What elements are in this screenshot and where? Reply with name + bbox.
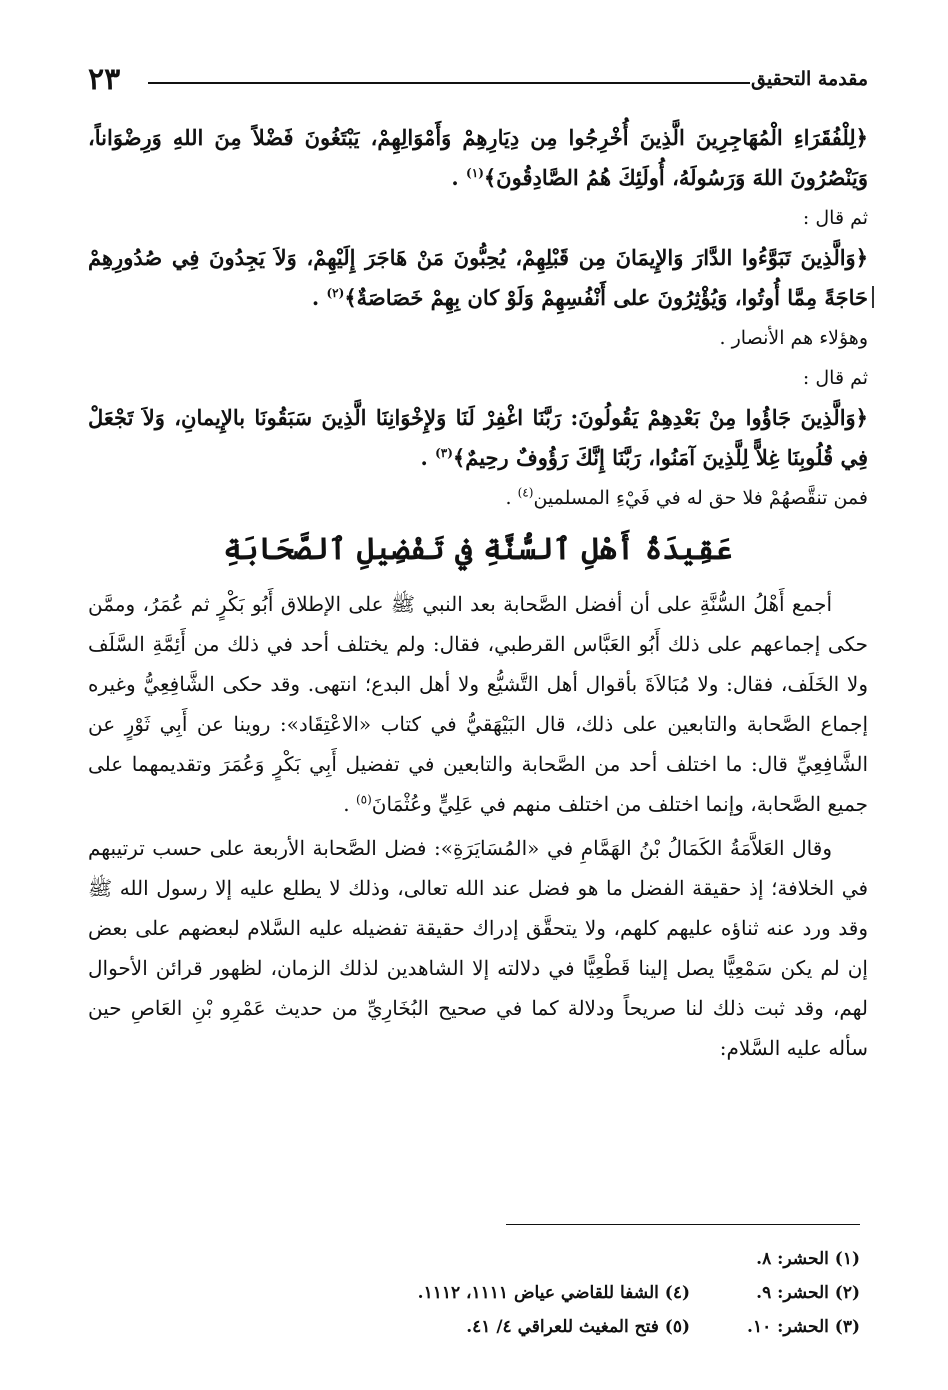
footnote-1: (١) الحشر: ٨. xyxy=(756,1249,860,1269)
fay-text: فمن تنقَّصهُمْ فلا حق له في فَيْءِ المسلمين xyxy=(533,487,868,509)
then-said-1: ثم قال : xyxy=(802,207,868,229)
footnote-row-3 xyxy=(170,1310,860,1344)
footnote-row-2 xyxy=(170,1276,860,1310)
then-said-2: ثم قال : xyxy=(802,367,868,389)
verse-2: ﴿وَالَّذِينَ تَبَوَّءُوا الدَّارَ وَالإِيمَانَ مِن قَبْلِهِمْ، يُحِبُّونَ مَنْ هَاجَرَ إِلَيْهِمْ، وَلاَ يَجِدُونَ فِي صُدُورِهِمْ حَاجَةً مِمَّا أُوتُوا، وَيُؤْثِرُونَ على أَنْفُسِهِمْ وَلَوْ كان بِهِمْ خَصَاصَةٌ﴾$^{(٢)}$ . xyxy=(88,245,868,310)
footnote-4: (٤) الشفا للقاضي عياض ١١١١، ١١١٢. xyxy=(417,1283,690,1303)
verse-3-ref: (٣) xyxy=(435,446,453,460)
margin-mark xyxy=(872,286,874,308)
section-heading: عَقِيدَةُ أَهْلِ ٱلسُّنَّةِ في تَفْضِيلِ ٱلصَّحَابَةِ xyxy=(223,532,733,567)
paragraph-1: أجمع أَهْلُ السُّنَّةِ على أن أفضل الصَّحابة بعد النبي ﷺ على الإطلاق أَبُو بَكْرٍ ثم عُمَرُ، وممَّن حكى إجماعهم على ذلك أَبُو العَبَّاس القرطبي، فقال: ولم يختلف أحد في ذلك من أَئِمَّةِ السَّلَف ولا الخَلَف، فقال: ولا مُبَالاَةَ بأقوال أهل التَّشيُّع ولا أهل البدع؛ انتهى. وقد حكى الشَّافِعِيُّ وغيره إجماع الصَّحابة والتابعين على ذلك، قال البَيْهَقيُّ في كتاب «الاعْتِقَاد»: روينا عن أَبِي ثَوْرٍ عن الشَّافِعِيِّ قال: ما اختلف أحد من الصَّحابة والتابعين في تفضيل أَبِي بَكْرٍ وَعُمَرَ وتقديمهما على جميع الصَّحابة، وإنما اختلف من اختلف منهم في عَلِيٍّ وعُثْمَانَ$^{(٥)}$ . xyxy=(88,592,868,816)
running-title: مقدمة التحقيق xyxy=(751,68,868,90)
footnote-2: (٢) الحشر: ٩. xyxy=(756,1283,860,1303)
page-body xyxy=(88,118,868,1068)
verse-2-ref: (٢) xyxy=(326,286,345,300)
verse-1: ﴿لِلْفُقَرَاءِ الْمُهَاجِرِينَ الَّذِينَ أُخْرِجُوا مِن دِيَارِهِمْ وَأَمْوَالِهِمْ، يَبْتَغُونَ فَضْلاً مِنَ اللهِ وَرِضْوَاناً، وَيَنْصُرُونَ اللهَ وَرَسُولَهُ، أُولَئِكَ هُمُ الصَّادِقُونَ﴾$^{(١)}$ . xyxy=(88,125,868,190)
footnote-5: (٥) فتح المغيث للعراقي ٤/ ٤١. xyxy=(466,1317,690,1337)
paragraph-1-text: أجمع أَهْلُ السُّنَّةِ على أن أفضل الصَّحابة بعد النبي ﷺ على الإطلاق أَبُو بَكْرٍ ثم عُمَرُ، وممَّن حكى إجماعهم على ذلك أَبُو العَبَّاس القرطبي، فقال: ولم يختلف أحد في ذلك من أَئِمَّةِ السَّلَف ولا الخَلَف، فقال: ولا مُبَالاَةَ بأقوال أهل التَّشيُّع ولا أهل البدع؛ انتهى. وقد حكى الشَّافِعِيُّ وغيره إجماع الصَّحابة والتابعين على ذلك، قال البَيْهَقيُّ في كتاب «الاعْتِقَاد»: روينا عن أَبِي ثَوْرٍ عن الشَّافِعِيِّ قال: ما اختلف أحد من الصَّحابة والتابعين في تفضيل أَبِي بَكْرٍ وَعُمَرَ وتقديمهما على جميع الصَّحابة، وإنما اختلف من اختلف منهم في عَلِيٍّ وعُثْمَانَ xyxy=(88,592,868,816)
footnote-3: (٣) الحشر: ١٠. xyxy=(747,1317,860,1337)
verse-1-ref: (١) xyxy=(466,166,484,180)
fay-ref: (٤) xyxy=(517,485,534,500)
fay-line: فمن تنقَّصهُمْ فلا حق له في فَيْءِ المسلمين$^{(٤)}$ . xyxy=(505,485,868,509)
header-rule xyxy=(148,82,750,84)
paragraph-2: وقال العَلاَّمَةُ الكَمَالُ بْنُ الهَمَّامِ في «المُسَايَرَةِ»: فضل الصَّحابة الأربعة على حسب ترتيبهم في الخلافة؛ إذ حقيقة الفضل ما هو فضل عند الله تعالى، وذلك لا يطلع عليه إلا رسول الله ﷺ وقد ورد عنه ثناؤه عليهم كلهم، ولا يتحقَّق إدراك حقيقة تفضيله عليه السَّلام لبعضهم على بعض إن لم يكن سَمْعِيًّا يصل إلينا قَطْعِيًّا في دلالته إلا الشاهدين لذلك الزمان، لظهور قرائن الأحوال لهم، وقد ثبت ذلك لنا صريحاً ودلالة كما في صحيح البُخَارِيِّ من حديث عَمْرِو بْنِ العَاصِ حين سأله عليه السَّلام: xyxy=(88,836,868,1060)
verse-3: ﴿وَالَّذِينَ جَاؤُوا مِنْ بَعْدِهِمْ يَقُولُونَ: رَبَّنَا اغْفِرْ لَنَا وَلإِخْوَانِنَا الَّذِينَ سَبَقُونَا بالإِيمانِ، وَلاَ تَجْعَلْ فِي قُلُوبِنَا غِلاًّ لِلَّذِينَ آمَنُوا، رَبَّنَا إِنَّكَ رَؤُوفٌ رحِيمٌ﴾$^{(٣)}$ . xyxy=(88,405,868,470)
paragraph-1-ref: (٥) xyxy=(355,792,372,807)
footnote-row-1 xyxy=(170,1242,860,1276)
footnotes xyxy=(170,1242,860,1344)
verse-1-text: ﴿لِلْفُقَرَاءِ الْمُهَاجِرِينَ الَّذِينَ أُخْرِجُوا مِن دِيَارِهِمْ وَأَمْوَالِهِمْ، يَبْتَغُونَ فَضْلاً مِنَ اللهِ وَرِضْوَاناً، وَيَنْصُرُونَ اللهَ وَرَسُولَهُ، أُولَئِكَ هُمُ الصَّادِقُونَ﴾ xyxy=(88,125,868,190)
verse-2-text: ﴿وَالَّذِينَ تَبَوَّءُوا الدَّارَ وَالإِيمَانَ مِن قَبْلِهِمْ، يُحِبُّونَ مَنْ هَاجَرَ إِلَيْهِمْ، وَلاَ يَجِدُونَ فِي صُدُورِهِمْ حَاجَةً مِمَّا أُوتُوا، وَيُؤْثِرُونَ على أَنْفُسِهِمْ وَلَوْ كان بِهِمْ خَصَاصَةٌ﴾ xyxy=(88,245,868,310)
page-header xyxy=(88,62,868,102)
ansar-line: وهؤلاء هم الأنصار . xyxy=(719,327,868,349)
verse-3-text: ﴿وَالَّذِينَ جَاؤُوا مِنْ بَعْدِهِمْ يَقُولُونَ: رَبَّنَا اغْفِرْ لَنَا وَلإِخْوَانِنَا الَّذِينَ سَبَقُونَا بالإِيمانِ، وَلاَ تَجْعَلْ فِي قُلُوبِنَا غِلاًّ لِلَّذِينَ آمَنُوا، رَبَّنَا إِنَّكَ رَؤُوفٌ رحِيمٌ﴾ xyxy=(88,405,868,470)
footnote-rule xyxy=(506,1224,860,1225)
page-number: ٢٣ xyxy=(88,62,121,97)
